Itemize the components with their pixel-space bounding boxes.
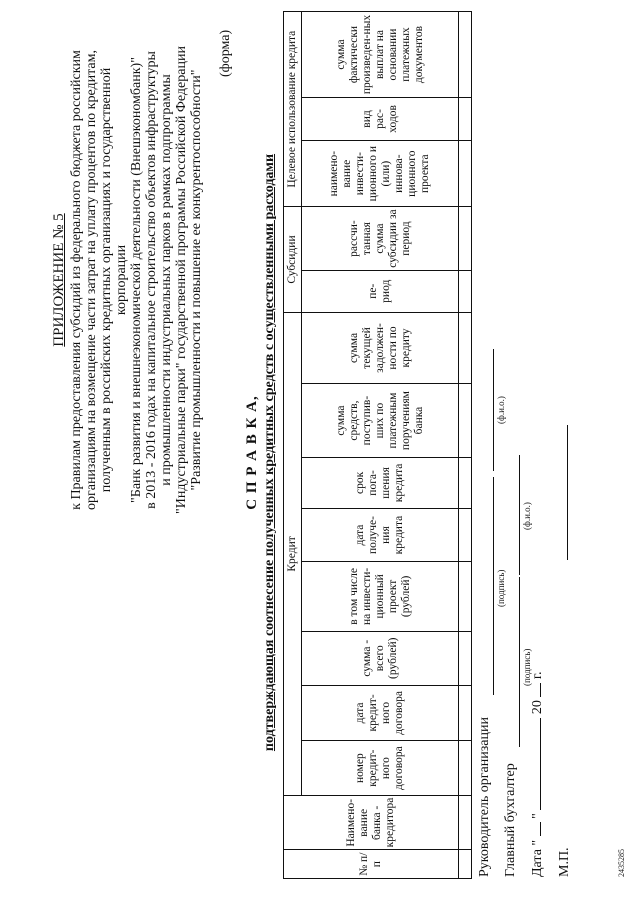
col-funds-received: сумма средств, поступив-ших по платежным поручениям банка (302, 384, 459, 458)
date-prefix: Дата " (530, 839, 545, 877)
credit-table (283, 11, 472, 879)
group-subsidy: Субсидии (284, 207, 302, 312)
col-current-debt: сумма текущей задолжен-ности по кредиту (302, 312, 459, 384)
annex-block (52, 40, 204, 520)
head-label: Руководитель организации (477, 717, 492, 877)
date-mid: " (530, 813, 545, 819)
seal-label: М.П. (557, 847, 572, 877)
accountant-name-line[interactable] (519, 455, 520, 575)
col-project-sum: в том числе на инвести-ционный проект (рублей) (302, 562, 459, 632)
annex-line-2: организациям на возмещение части затрат на уплату процентов по кредитам, (84, 50, 99, 511)
date-year-suffix: г. (530, 671, 545, 680)
date-year-field[interactable] (540, 683, 541, 697)
annex-line-6: и промышленности индустриальных парков в рамках подпрограммы (159, 74, 174, 486)
annex-line-5: в 2013 - 2016 годах на капитальное строительство объектов инфраструктуры (144, 51, 159, 509)
col-total-sum: сумма - всего (рублей) (302, 631, 459, 685)
footer-code: 2435285 (617, 849, 626, 877)
head-signature-line[interactable] (493, 477, 494, 695)
form-label: (форма) (218, 29, 233, 77)
group-credit: Кредит (284, 312, 302, 796)
annex-line-1: к Правилам предоставления субсидий из федерального бюджета российским (69, 50, 84, 510)
date-row (530, 671, 546, 877)
date-year-prefix: 20 (530, 700, 545, 715)
col-expense-type: вид рас-ходов (302, 98, 459, 141)
annex-line-8: "Развитие промышленности и повышение ее конкурентоспособности" (189, 69, 204, 491)
annex-line-7: "Индустриальные парки" государственной программы Российской Федерации (174, 46, 189, 514)
accountant-signature-hint: (подпись) (522, 648, 532, 686)
annex-line-4: "Банк развития и внешнеэкономической деятельности (Внешэкономбанк)" (129, 57, 144, 503)
col-contract-number: номер кредит-ного договора (302, 741, 459, 796)
table-empty-row (459, 12, 472, 879)
col-project-name: наимено-вание инвести-ционного и (или) иннова-ционного проекта (302, 140, 459, 206)
document-subtitle: подтверждающая соотнесение полученных кредитных средств с осуществленными расходами (262, 153, 277, 752)
col-number: № п/п (284, 850, 459, 879)
col-actual-payments: сумма фактически произведен-ных выплат на основании платежных документов (302, 12, 459, 98)
col-receipt-date: дата получе-ния кредита (302, 508, 459, 561)
head-name-line[interactable] (493, 349, 494, 471)
col-repayment-term: срок пога-шения кредита (302, 457, 459, 508)
date-day-field[interactable] (540, 822, 541, 836)
col-bank-name: Наимено-вание банка - кредитора (284, 796, 459, 850)
col-contract-date: дата кредит-ного договора (302, 685, 459, 740)
document-title: С П Р А В К А, (244, 395, 260, 510)
accountant-name-hint: (ф.и.о.) (522, 502, 532, 530)
annex-line-3: полученным в российских кредитных организациях и государственной корпорации (99, 67, 129, 493)
date-month-field[interactable] (540, 718, 541, 810)
seal-line[interactable] (567, 425, 568, 560)
annex-title: ПРИЛОЖЕНИЕ № 5 (51, 213, 67, 347)
head-name-hint: (ф.и.о.) (496, 396, 506, 424)
group-usage: Целевое использование кредита (284, 12, 302, 207)
head-signature-hint: (подпись) (496, 569, 506, 607)
col-subsidy-sum: рассчи-танная сумма субсидии за период (302, 207, 459, 270)
chief-accountant-label: Главный бухгалтер (503, 763, 518, 877)
accountant-signature-line[interactable] (519, 577, 520, 747)
col-period: пе-риод (302, 270, 459, 312)
